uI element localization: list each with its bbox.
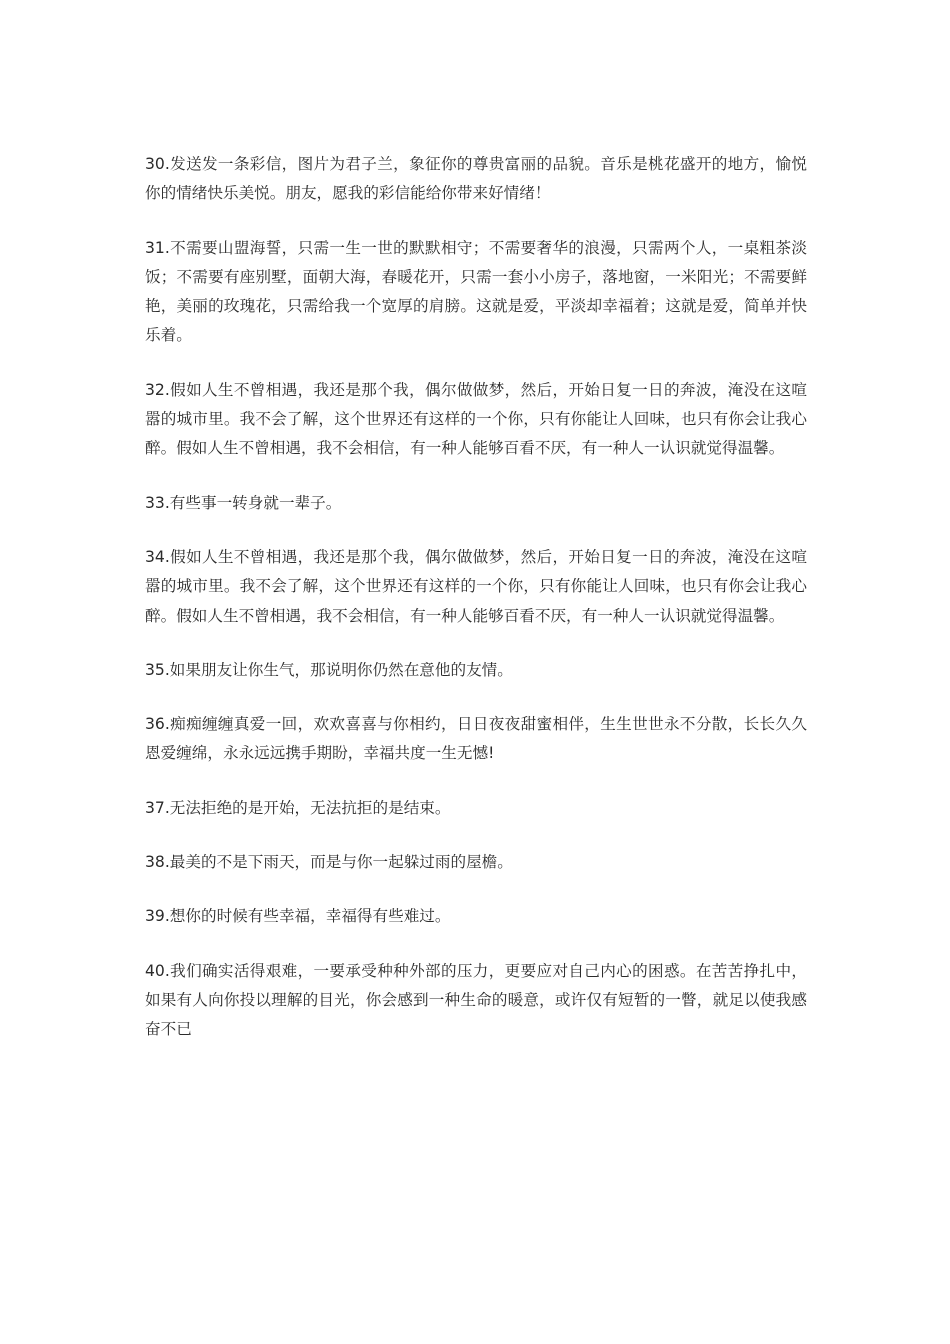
- paragraph-37: 37.无法拒绝的是开始，无法抗拒的是结束。: [145, 798, 451, 817]
- paragraph-32: 32.假如人生不曾相遇，我还是那个我，偶尔做做梦，然后，开始日复一日的奔波，淹没在这喧嚣的城市里。我不会了解，这个世界还有这样的一个你，只有你能让人回味，也只有你会让我心醉。假如人生不曾相遇，我不会相信，有一种人能够百看不厌，有一种人一认识就觉得温馨。: [145, 380, 807, 458]
- paragraph-34: 34.假如人生不曾相遇，我还是那个我，偶尔做做梦，然后，开始日复一日的奔波，淹没在这喧嚣的城市里。我不会了解，这个世界还有这样的一个你，只有你能让人回味，也只有你会让我心醉。假如人生不曾相遇，我不会相信，有一种人能够百看不厌，有一种人一认识就觉得温馨。: [145, 547, 807, 625]
- paragraph-36: 36.痴痴缠缠真爱一回，欢欢喜喜与你相约，日日夜夜甜蜜相伴，生生世世永不分散，长长久久恩爱缠绵，永永远远携手期盼，幸福共度一生无憾!: [145, 715, 807, 763]
- document-body: [145, 150, 807, 1070]
- paragraph-33: 33.有些事一转身就一辈子。: [145, 493, 342, 512]
- paragraph-38: 38.最美的不是下雨天，而是与你一起躲过雨的屋檐。: [145, 853, 513, 872]
- paragraph-31: 31.不需要山盟海誓，只需一生一世的默默相守；不需要奢华的浪漫，只需两个人，一桌粗茶淡饭；不需要有座别墅，面朝大海，春暖花开，只需一套小小房子，落地窗，一米阳光；不需要鲜艳，美丽的玫瑰花，只需给我一个宽厚的肩膀。这就是爱，平淡却幸福着；这就是爱，简单并快乐着。: [145, 238, 807, 345]
- paragraph-39: 39.想你的时候有些幸福，幸福得有些难过。: [145, 907, 451, 926]
- paragraph-35: 35.如果朋友让你生气，那说明你仍然在意他的友情。: [145, 660, 513, 679]
- paragraph-40: 40.我们确实活得艰难，一要承受种种外部的压力，更要应对自己内心的困惑。在苦苦挣扎中，如果有人向你投以理解的目光，你会感到一种生命的暖意，或许仅有短暂的一瞥，就足以使我感奋不已: [145, 961, 807, 1039]
- paragraph-30: 30.发送发一条彩信，图片为君子兰，象征你的尊贵富丽的品貌。音乐是桃花盛开的地方，愉悦你的情绪快乐美悦。朋友，愿我的彩信能给你带来好情绪！: [145, 155, 807, 203]
